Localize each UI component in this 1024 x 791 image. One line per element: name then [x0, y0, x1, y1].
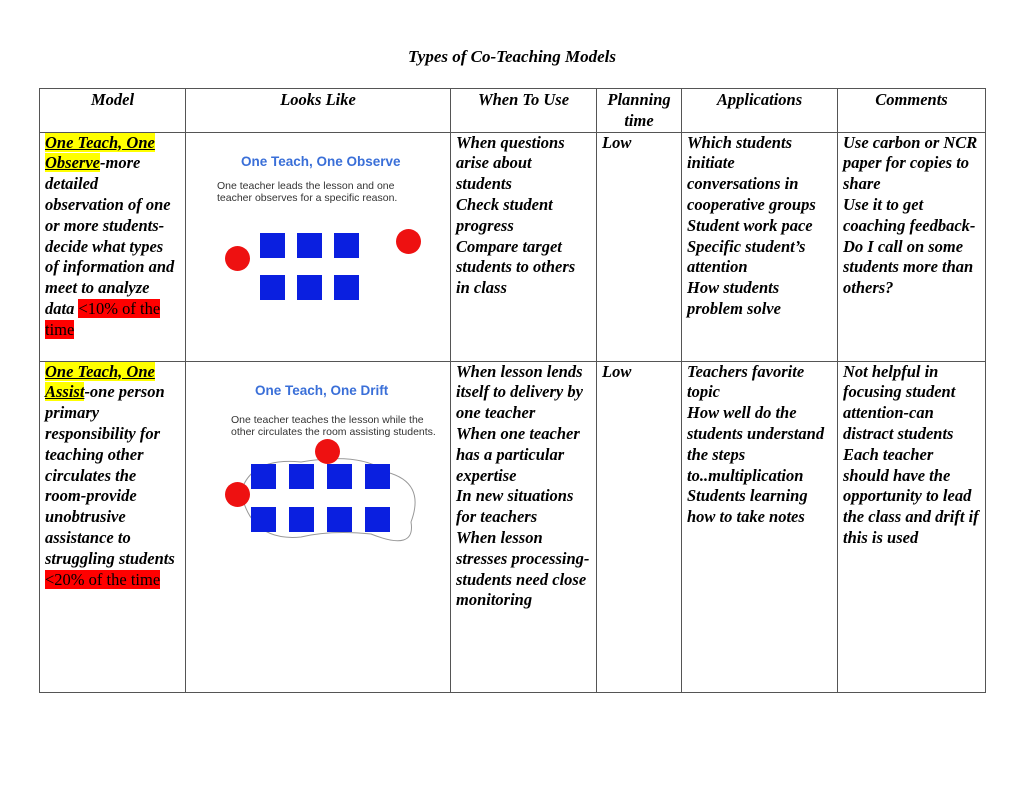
- header-applications: Applications: [682, 89, 838, 133]
- student-square: [334, 275, 359, 300]
- when-to-use-item: When lesson lends itself to delivery by one teacher: [456, 361, 583, 423]
- application-item: Students learning how to take notes: [687, 486, 808, 527]
- co-teaching-diagram: [191, 362, 445, 692]
- when-to-use-item: In new situations for teachers: [456, 486, 574, 527]
- comment-item: Use carbon or NCR paper for copies to share: [843, 132, 978, 194]
- planning-time-cell: Low: [597, 132, 682, 361]
- header-planning-time: Planning time: [597, 89, 682, 133]
- diagram-title: One Teach, One Observe: [241, 153, 401, 169]
- when-to-use-cell: [451, 361, 597, 692]
- teacher-circle: [225, 246, 250, 271]
- student-square: [260, 275, 285, 300]
- looks-like-cell: [186, 361, 451, 692]
- header-model: Model: [40, 89, 186, 133]
- application-item: Specific student’s attention: [687, 236, 806, 277]
- diagram-description: One teacher leads the lesson and one teacher observes for a specific reason.: [217, 179, 398, 205]
- application-item: Student work pace: [687, 215, 813, 235]
- table-row: [40, 361, 986, 692]
- header-when-to-use: When To Use: [451, 89, 597, 133]
- teacher-circle: [396, 229, 421, 254]
- when-to-use-item: Compare target students to others in class: [456, 236, 576, 298]
- diagram-title: One Teach, One Drift: [255, 382, 389, 398]
- model-description: -one person primary responsibility for teaching other circulates the room-provide unobtrusive assistance to struggling students: [45, 382, 175, 568]
- student-square: [251, 464, 276, 489]
- student-square: [297, 275, 322, 300]
- student-square: [334, 233, 359, 258]
- looks-like-cell: [186, 132, 451, 361]
- document-title: Types of Co-Teaching Models: [408, 47, 616, 66]
- student-square: [327, 464, 352, 489]
- model-cell: [40, 132, 186, 361]
- header-looks-like: Looks Like: [186, 89, 451, 133]
- applications-cell: [682, 132, 838, 361]
- model-description: -more detailed observation of one or more students-decide what types of information and meet to analyze data: [45, 153, 175, 318]
- model-name: One Teach, One Observe: [45, 132, 155, 173]
- comment-item: Not helpful in focusing student attention-can distract students: [843, 361, 956, 443]
- diagram-description: One teacher teaches the lesson while the other circulates the room assisting students.: [231, 413, 436, 439]
- when-to-use-item: When one teacher has a particular expertise: [456, 423, 580, 485]
- when-to-use-item: When questions arise about students: [456, 132, 565, 194]
- student-square: [365, 464, 390, 489]
- comment-item: Each teacher should have the opportunity to lead the class and drift if this is used: [843, 444, 979, 547]
- teacher-circle: [225, 482, 250, 507]
- drift-path: [191, 362, 446, 692]
- planning-time-cell: Low: [597, 361, 682, 692]
- when-to-use-item: Check student progress: [456, 194, 553, 235]
- applications-cell: [682, 361, 838, 692]
- student-square: [289, 464, 314, 489]
- student-square: [327, 507, 352, 532]
- when-to-use-item: When lesson stresses processing-students need close monitoring: [456, 527, 590, 610]
- application-item: Teachers favorite topic: [687, 361, 805, 402]
- student-square: [289, 507, 314, 532]
- when-to-use-cell: [451, 132, 597, 361]
- comment-item: Use it to get coaching feedback-Do I call on some students more than others?: [843, 194, 976, 298]
- application-item: How students problem solve: [687, 278, 781, 318]
- header-comments: Comments: [838, 89, 986, 133]
- student-square: [251, 507, 276, 532]
- student-square: [297, 233, 322, 258]
- model-cell: [40, 361, 186, 692]
- application-item: Which students initiate conversations in cooperative groups: [687, 132, 816, 214]
- student-square: [365, 507, 390, 532]
- comments-cell: [838, 361, 986, 692]
- co-teaching-table: [39, 88, 986, 693]
- application-item: How well do the students understand the steps to..multiplication: [687, 403, 825, 485]
- model-time-share: <10% of the time: [45, 298, 161, 339]
- comments-cell: [838, 132, 986, 361]
- table-row: [40, 132, 986, 361]
- header-row: [40, 89, 986, 133]
- teacher-circle: [315, 439, 340, 464]
- model-name: One Teach, One Assist: [45, 361, 155, 402]
- co-teaching-diagram: [191, 133, 445, 361]
- model-time-share: <20% of the time: [45, 569, 161, 589]
- student-square: [260, 233, 285, 258]
